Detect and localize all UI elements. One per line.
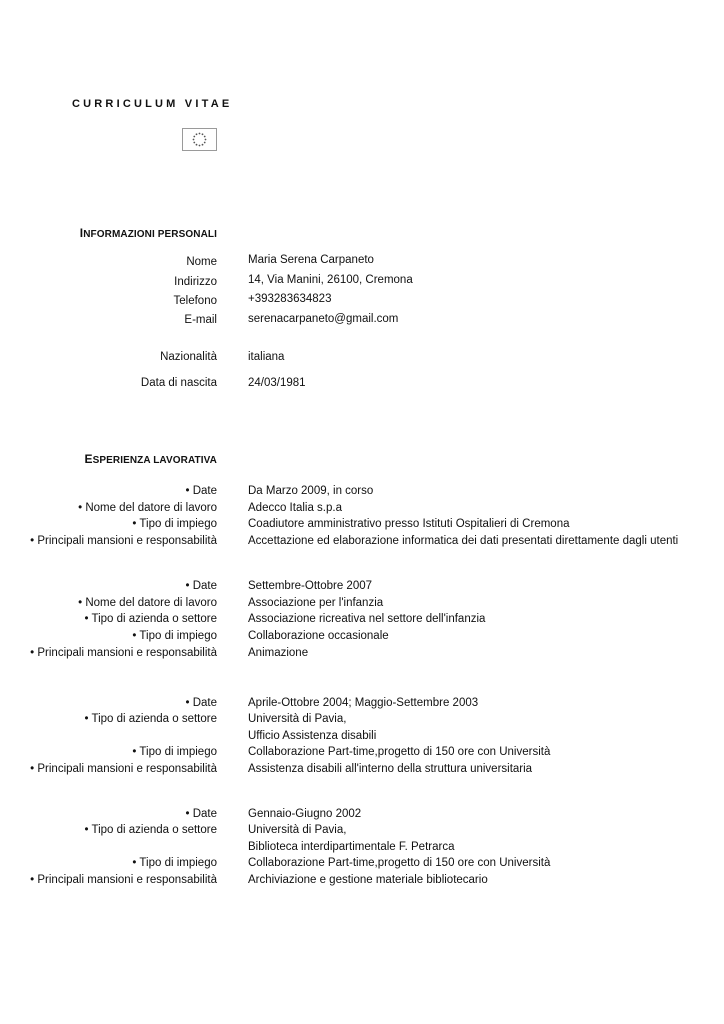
field-label: Indirizzo [174,276,217,288]
field-label: Telefono [173,295,217,307]
experience-row [0,502,724,518]
field-value: Università di Pavia, [248,824,347,836]
experience-row [0,841,724,857]
experience-row [0,630,724,646]
field-label: • Tipo di impiego [132,857,217,869]
experience-row [0,713,724,729]
field-value: Coadiutore amministrativo presso Istituti Ospitalieri di Cremona [248,518,570,530]
experience-row [0,697,724,713]
field-label: • Principali mansioni e responsabilità [30,647,217,659]
field-value: Università di Pavia, [248,713,347,725]
info-row-email [0,314,724,330]
field-label: Nazionalità [160,351,217,363]
info-row-indirizzo [0,276,724,292]
field-label: • Principali mansioni e responsabilità [30,763,217,775]
experience-row [0,763,724,779]
field-value: Associazione per l'infanzia [248,597,384,609]
experience-row [0,518,724,534]
field-label: • Date [185,808,217,820]
field-label: • Nome del datore di lavoro [78,502,217,514]
field-value: Da Marzo 2009, in corso [248,485,374,497]
field-value: Biblioteca interdipartimentale F. Petrarca [248,841,455,853]
field-label: E-mail [184,314,217,326]
field-value: Assistenza disabili all'interno della struttura universitaria [248,763,533,775]
field-value: 14, Via Manini, 26100, Cremona [248,274,413,286]
field-value: Animazione [248,647,309,659]
info-row-nome [0,256,724,272]
field-label: • Tipo di impiego [132,746,217,758]
experience-row [0,874,724,890]
field-label: • Principali mansioni e responsabilità [30,874,217,886]
field-value: Archiviazione e gestione materiale bibliotecario [248,874,488,886]
field-value: Ufficio Assistenza disabili [248,730,377,742]
section-heading-personal: INFORMAZIONI PERSONALI [79,226,217,240]
field-value: italiana [248,351,285,363]
experience-row [0,808,724,824]
eu-flag-icon [182,128,217,151]
experience-row [0,613,724,629]
field-label: • Tipo di impiego [132,518,217,530]
field-label: Data di nascita [140,377,217,389]
field-value: serenacarpaneto@gmail.com [248,313,399,325]
field-value: Collaborazione occasionale [248,630,389,642]
field-label: • Date [185,697,217,709]
experience-row [0,824,724,840]
cv-title: CURRICULUM VITAE [72,98,233,110]
field-label: • Principali mansioni e responsabilità [30,535,217,547]
field-value: Accettazione ed elaborazione informatica dei dati presentati direttamente dagli utenti [248,535,679,547]
field-label: • Nome del datore di lavoro [78,597,217,609]
info-row-data-nascita [0,377,724,393]
field-label: • Tipo di azienda o settore [84,824,217,836]
field-value: Settembre-Ottobre 2007 [248,580,373,592]
field-value: Associazione ricreativa nel settore dell'infanzia [248,613,486,625]
experience-row [0,597,724,613]
field-label: • Tipo di azienda o settore [84,613,217,625]
experience-row [0,746,724,762]
field-label: • Tipo di impiego [132,630,217,642]
field-value: Maria Serena Carpaneto [248,254,374,266]
field-value: 24/03/1981 [248,377,306,389]
field-value: Gennaio-Giugno 2002 [248,808,362,820]
info-row-nazionalita [0,351,724,367]
experience-row [0,535,724,551]
field-value: Aprile-Ottobre 2004; Maggio-Settembre 2003 [248,697,479,709]
field-value: +393283634823 [248,293,332,305]
experience-row [0,730,724,746]
info-row-telefono [0,295,724,311]
field-value: Collaborazione Part-time,progetto di 150 ore con Università [248,746,551,758]
field-label: • Tipo di azienda o settore [84,713,217,725]
section-heading-experience: ESPERIENZA LAVORATIVA [84,452,217,466]
experience-row [0,485,724,501]
field-value: Adecco Italia s.p.a [248,502,342,514]
field-label: • Date [185,485,217,497]
field-value: Collaborazione Part-time,progetto di 150 ore con Università [248,857,551,869]
experience-row [0,857,724,873]
experience-row [0,580,724,596]
field-label: • Date [185,580,217,592]
experience-row [0,647,724,663]
field-label: Nome [186,256,217,268]
